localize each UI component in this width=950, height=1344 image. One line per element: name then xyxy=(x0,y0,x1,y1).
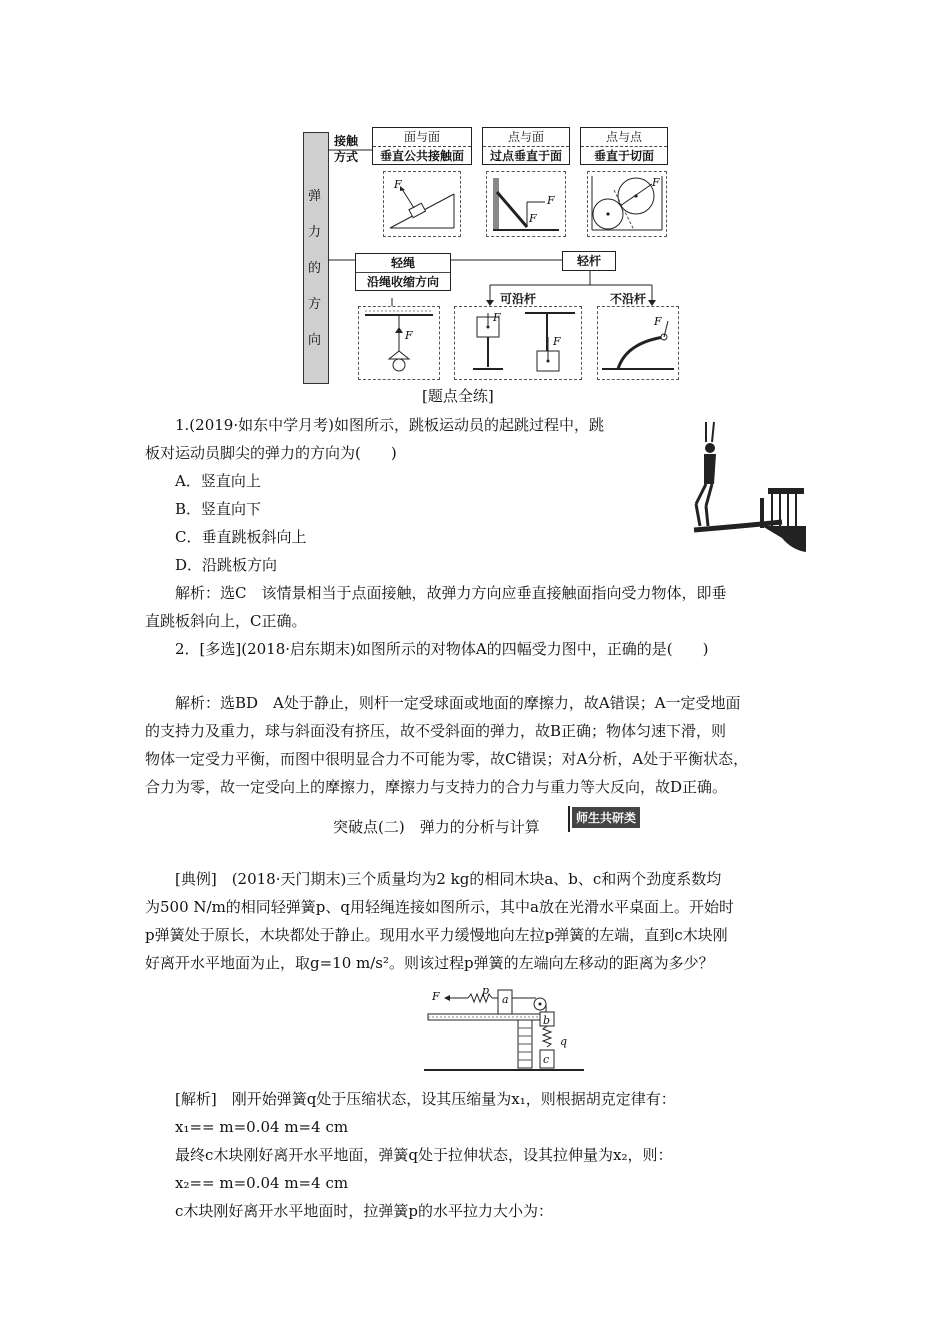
example-line: 为500 N/m的相同轻弹簧p、q用轻绳连接如图所示，其中a放在光滑水平桌面上。开始时 xyxy=(145,898,734,916)
force-label: F xyxy=(394,178,402,191)
box-face-to-face xyxy=(372,127,472,165)
fig-label-c: c xyxy=(543,1053,550,1066)
curved-rod-figure xyxy=(598,307,678,379)
figure-rod-corner xyxy=(486,171,566,237)
fig-label-p: p xyxy=(482,984,490,997)
q1-analysis-line: 解析：选C 该情景相当于点面接触，故弹力方向应垂直接触面指向受力物体，即垂 xyxy=(175,584,727,602)
force-label: F xyxy=(405,329,413,342)
q2-analysis-line: 的支持力及重力，球与斜面没有挤压，故不受斜面的弹力，故B正确；物体匀速下滑，则 xyxy=(145,722,727,740)
q2-analysis-line: 解析：选BD A处于静止，则杆一定受球面或地面的摩擦力，故A错误；A一定受地面 xyxy=(175,694,741,712)
fig-label-F: F xyxy=(432,990,440,1003)
figure-two-spheres xyxy=(587,171,667,237)
box-title: 轻杆 xyxy=(576,254,601,268)
solution-line: c木块刚好离开水平地面时，拉弹簧p的水平拉力大小为： xyxy=(175,1202,554,1220)
diver-figure xyxy=(682,418,812,556)
box-point-to-face xyxy=(482,127,570,165)
example-line: p弹簧处于原长，木块都处于静止。现用水平力缓慢地向左拉p弹簧的左端，直到c木块刚 xyxy=(145,926,728,944)
box-rule: 沿绳收缩方向 xyxy=(366,275,439,289)
category-badge: 师生共研类 xyxy=(572,807,640,828)
force-label: F xyxy=(654,315,662,328)
contact-label-line: 方式 xyxy=(334,150,359,164)
figure-incline xyxy=(383,171,461,237)
vertical-label-char: 方 xyxy=(308,297,322,312)
box-title: 点与面 xyxy=(483,128,569,147)
box-title: 轻绳 xyxy=(356,254,450,273)
q1-option: A．竖直向上 xyxy=(175,472,261,490)
solution-line: x₁== m=0.04 m=4 cm xyxy=(175,1118,349,1136)
fig-label-a: a xyxy=(502,993,509,1006)
solution-line: 最终c木块刚好离开水平地面，弹簧q处于拉伸状态，设其拉伸量为x₂，则： xyxy=(175,1146,673,1164)
contact-label-line: 接触 xyxy=(334,134,359,148)
force-label-f2: F xyxy=(529,212,537,225)
box-rope xyxy=(355,253,451,291)
box-title: 点与点 xyxy=(581,128,667,147)
q1-option: D．沿跳板方向 xyxy=(175,556,278,574)
section-title: [题点全练] xyxy=(422,387,494,405)
box-rule: 过点垂直于面 xyxy=(489,149,562,163)
force-label: F xyxy=(493,311,501,324)
q2-analysis-line: 合力为零，故一定受向上的摩擦力，摩擦力与支持力的合力与重力等大反向，故D正确。 xyxy=(145,778,728,796)
fig-label-q: q xyxy=(560,1035,568,1048)
q1-option: B．竖直向下 xyxy=(175,500,262,518)
force-label: F xyxy=(553,335,561,348)
solution-line: x₂== m=0.04 m=4 cm xyxy=(175,1174,349,1192)
q1-option: C．垂直跳板斜向上 xyxy=(175,528,307,546)
box-title: 面与面 xyxy=(373,128,471,147)
box-rod xyxy=(562,251,616,271)
lamp-figure xyxy=(359,307,439,379)
vertical-label-char: 向 xyxy=(308,333,322,348)
box-point-to-point xyxy=(580,127,668,165)
box-rule: 垂直于切面 xyxy=(593,149,654,163)
q1-stem-line: 1.(2019·如东中学月考)如图所示，跳板运动员的起跳过程中，跳 xyxy=(175,416,604,434)
breakthrough-title: 突破点(二) 弹力的分析与计算 xyxy=(333,818,540,836)
vertical-label-char: 弹 xyxy=(308,189,322,204)
solution-line: [解析] 刚开始弹簧q处于压缩状态，设其压缩量为x₁，则根据胡克定律有： xyxy=(175,1090,676,1108)
figure-lamp xyxy=(358,306,440,380)
force-label-f1: F xyxy=(547,194,555,207)
rod-along-label: 可沿杆 xyxy=(500,292,537,306)
badge-divider xyxy=(568,806,570,832)
q2-stem: 2．[多选](2018·启东期末)如图所示的对物体A的四幅受力图中，正确的是( ) xyxy=(175,640,709,658)
contact-mode-label xyxy=(334,133,358,165)
force-label: F xyxy=(652,176,660,189)
box-rule: 垂直公共接触面 xyxy=(379,149,464,163)
rod-blocks-figure xyxy=(455,307,581,379)
example-line: 好离开水平地面为止，取g=10 m/s²。则该过程p弹簧的左端向左移动的距离为多少？ xyxy=(145,954,714,972)
figure-rod-blocks xyxy=(454,306,582,380)
fig-label-b: b xyxy=(543,1014,551,1027)
rod-not-along-label: 不沿杆 xyxy=(610,292,647,306)
q2-analysis-line: 物体一定受力平衡，而图中很明显合力不可能为零，故C错误；对A分析，A处于平衡状态， xyxy=(145,750,749,768)
vertical-label-char: 的 xyxy=(308,261,322,276)
figure-curved-rod xyxy=(597,306,679,380)
q1-analysis-line: 直跳板斜向上，C正确。 xyxy=(145,612,307,630)
example-line: [典例] (2018·天门期末)三个质量均为2 kg的相同木块a、b、c和两个劲度系数均 xyxy=(175,870,722,888)
q1-stem-line: 板对运动员脚尖的弹力的方向为( ) xyxy=(145,444,397,462)
vertical-label-char: 力 xyxy=(308,225,322,240)
